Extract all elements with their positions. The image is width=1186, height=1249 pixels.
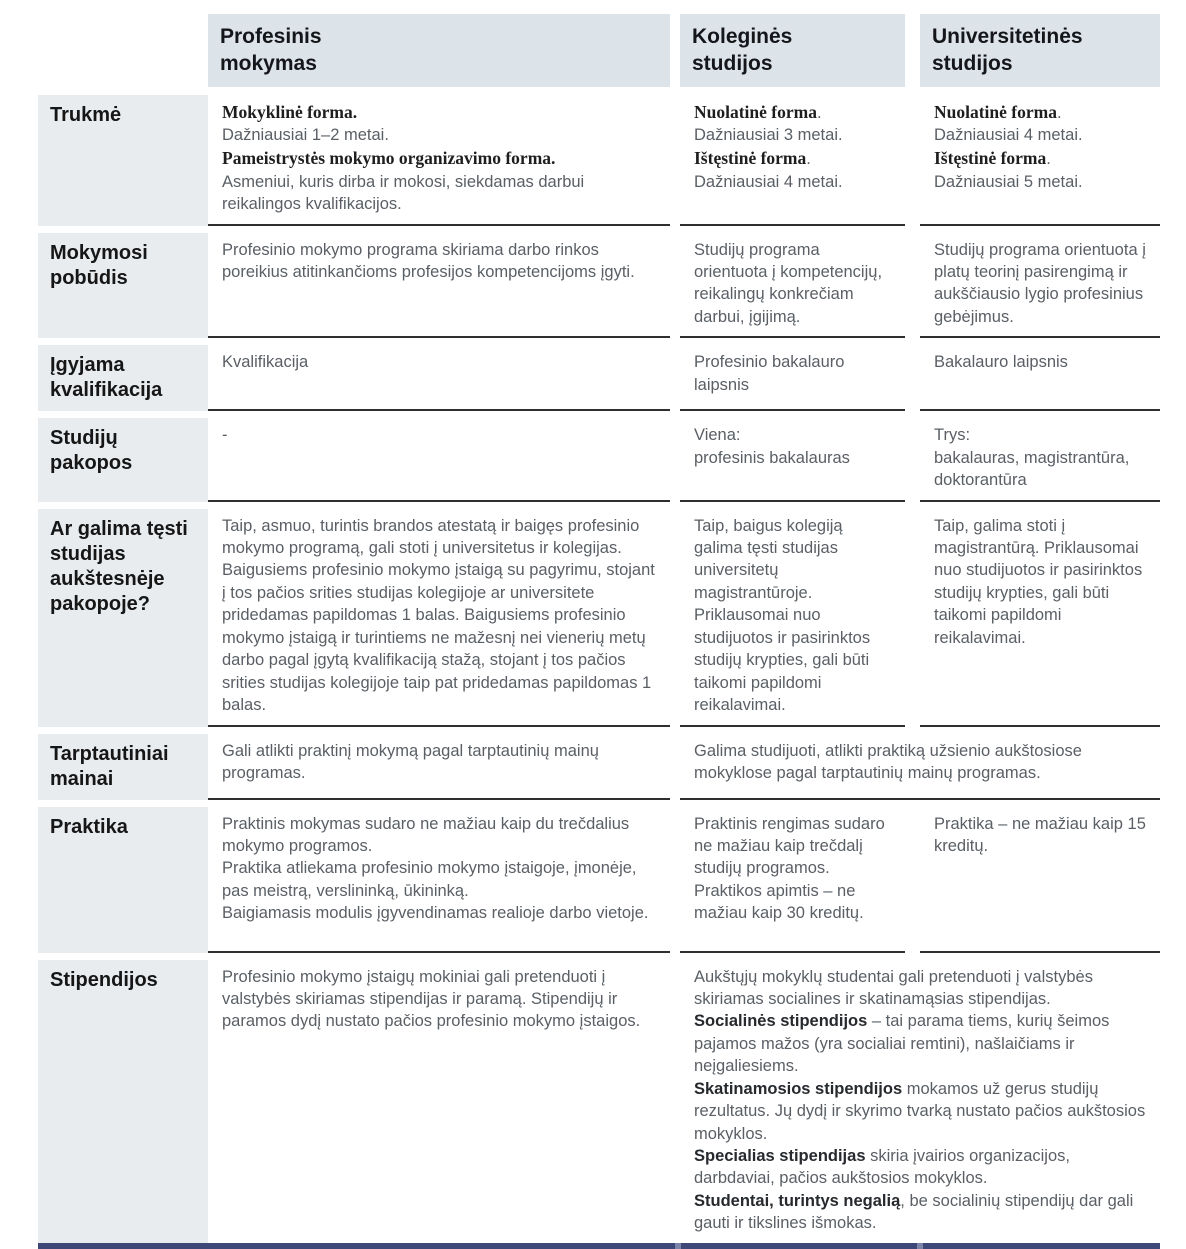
cell-text-bold: Nuolatinė forma — [694, 101, 817, 122]
cell-text-bold: Ištęstinė forma — [694, 147, 807, 168]
cell-text: Viena: — [694, 426, 741, 445]
column-header-universitetines-studijos — [920, 14, 1160, 87]
cell-text: . — [806, 149, 811, 168]
row-label-trukme: Trukmė — [38, 95, 208, 226]
cell-text-bold: Specialias stipendijas — [694, 1147, 866, 1165]
cell-text: Baigiamasis modulis įgyvendinamas realioje darbo vietoje. — [222, 904, 649, 923]
cell-text-bold: Socialinės stipendijos — [694, 1012, 868, 1031]
cell-text-mixed — [694, 1190, 1150, 1235]
cell-text-bold: Pameistrystės mokymo organizavimo forma. — [222, 147, 556, 168]
accent-bar-segment — [681, 1243, 917, 1249]
cell-text: , be socialinių stipendijų dar gali gauti ir tikslines išmokas. — [694, 1191, 1134, 1233]
cell-text: Dažniausiai 5 metai. — [934, 172, 1083, 191]
cell-text: Dažniausiai 3 metai. — [694, 126, 843, 145]
cell-praktika-universitetines: Praktika – ne mažiau kaip 15 kreditų. — [920, 807, 1160, 953]
accent-bar-segment — [923, 1243, 1160, 1249]
cell-text: Dažniausiai 4 metai. — [934, 126, 1083, 145]
row-label-mainai: Tarptautiniai mainai — [38, 734, 208, 800]
cell-testi-kolegines: Taip, baigus kolegiją galima tęsti studijas universitetų magistrantūroje. Priklausomai nuo studijuotos ir pasirinktos studijų krypties, gali būti taikomi papildomi reikalavimai. — [680, 509, 905, 727]
table-row-kvalifikacija — [38, 345, 1160, 411]
cell-testi-profesinis: Taip, asmuo, turintis brandos atestatą ir baigęs profesinio mokymo programą, gali stoti į universitetus ir kolegijas. Baigusiems profesinio mokymo įstaigą su pagyrimu, stojant į tos pačios srities studijas kolegijoje ar universitete pridedamas papildomas 1 balas. Baigusiems profesinio mokymo įstaigą ir turintiems ne mažesnį nei vienerių metų darbo pagal įgytą kvalifikaciją stažą, stojant į tos pačios srities studijas kolegijoje taip pat pridedamas papildomas 1 balas. — [208, 509, 670, 727]
header-spacer — [38, 14, 208, 87]
row-label-pakopos: Studijų pakopos — [38, 418, 208, 501]
cell-text: skiria įvairios organizacijos, darbdaviai, pačios aukštosios mokyklos. — [694, 1147, 1070, 1188]
cell-pakopos-profesinis: - — [208, 418, 670, 501]
row-label-mokymosi-pobudis: Mokymosi pobūdis — [38, 233, 208, 339]
cell-mainai-aukstosios-merged: Galima studijuoti, atlikti praktiką užsienio aukštosiose mokyklose pagal tarptautinių mainų programas. — [680, 734, 1160, 800]
cell-text: Asmeniui, kuris dirba ir mokosi, siekdamas darbui reikalingos kvalifikacijos. — [222, 172, 585, 214]
cell-text-mixed — [694, 101, 895, 125]
cell-trukme-universitetines — [920, 95, 1160, 226]
column-header-line: studijos — [692, 52, 773, 76]
table-row-testi-studijas — [38, 509, 1160, 727]
column-header-line: studijos — [932, 52, 1013, 76]
cell-text: bakalauras, magistrantūra, doktorantūra — [934, 448, 1130, 490]
cell-pakopos-universitetines — [920, 418, 1160, 501]
column-header-profesinis-mokymas — [208, 14, 670, 87]
cell-pobudis-kolegines: Studijų programa orientuota į kompetencijų, reikalingų konkrečiam darbui, įgijimą. — [680, 233, 905, 339]
column-header-line: mokymas — [220, 52, 317, 76]
row-label-kvalifikacija: Įgyjama kvalifikacija — [38, 345, 208, 411]
cell-text: Trys: — [934, 426, 971, 445]
cell-text-mixed — [694, 147, 895, 171]
cell-text-mixed — [934, 101, 1150, 125]
column-header-line: Koleginės — [692, 25, 793, 48]
cell-text-mixed — [694, 1145, 1150, 1190]
cell-text-mixed — [934, 147, 1150, 171]
cell-stipendijos-aukstosios-merged — [680, 960, 1160, 1243]
cell-text: Praktinis mokymas sudaro ne mažiau kaip du trečdalius mokymo programos. — [222, 814, 630, 855]
cell-trukme-profesinis — [208, 95, 670, 226]
table-row-trukme — [38, 95, 1160, 226]
cell-stipendijos-profesinis: Profesinio mokymo įstaigų mokiniai gali pretenduoti į valstybės skiriamas stipendijas ir paramą. Stipendijų ir paramos dydį nustato pačios profesinio mokymo įstaigos. — [222, 967, 641, 1031]
table-row-pakopos — [38, 418, 1160, 501]
table-header-row — [38, 14, 1160, 87]
cell-praktika-kolegines: Praktinis rengimas sudaro ne mažiau kaip trečdalį studijų programos. Praktikos apimtis – ne mažiau kaip 30 kreditų. — [680, 807, 905, 953]
table-row-stipendijos — [38, 960, 1160, 1243]
cell-text: – tai parama tiems, kurių šeimos pajamos mažos (yra socialiai remtini), našlaičiams ir neįgaliesiems. — [694, 1012, 1110, 1076]
cell-text-mixed — [694, 1010, 1150, 1077]
cell-text-bold: Skatinamosios stipendijos — [694, 1079, 903, 1098]
cell-kvalifikacija-kolegines: Profesinio bakalauro laipsnis — [680, 345, 905, 411]
cell-text: Dažniausiai 1–2 metai. — [222, 126, 389, 145]
cell-text: . — [816, 103, 822, 122]
row-label-testi-studijas: Ar galima tęsti studijas aukštesnėje pakopoje? — [38, 509, 208, 727]
cell-text: . — [1046, 149, 1051, 168]
column-header-line: Profesinis — [220, 25, 322, 48]
column-header-line: Universitetinės — [932, 25, 1083, 48]
cell-text-bold: Nuolatinė forma — [934, 101, 1057, 122]
cell-text-bold: Studentai, turintys negalią — [694, 1191, 901, 1210]
row-label-praktika: Praktika — [38, 807, 208, 953]
accent-bar-segment — [38, 1243, 675, 1249]
cell-text: Dažniausiai 4 metai. — [694, 172, 843, 191]
cell-text: profesinis bakalauras — [694, 448, 850, 467]
cell-text-bold: Ištęstinė forma — [934, 147, 1047, 168]
cell-text-bold: Mokyklinė forma. — [222, 101, 358, 122]
cell-pobudis-universitetines: Studijų programa orientuota į platų teorinį pasirengimą ir aukščiausio lygio profesinius gebėjimus. — [920, 233, 1160, 339]
comparison-table — [38, 14, 1160, 1249]
table-row-mainai — [38, 734, 1160, 800]
table-bottom-accent-bar — [38, 1243, 1160, 1249]
cell-text: Praktika atliekama profesinio mokymo įstaigoje, įmonėje, pas meistrą, verslininką, ūkininką. — [222, 859, 637, 900]
cell-pakopos-kolegines — [680, 418, 905, 501]
cell-kvalifikacija-profesinis: Kvalifikacija — [208, 345, 670, 411]
row-label-stipendijos: Stipendijos — [38, 960, 208, 1243]
cell-mainai-profesinis: Gali atlikti praktinį mokymą pagal tarptautinių mainų programas. — [208, 734, 670, 800]
cell-trukme-kolegines — [680, 95, 905, 226]
table-row-mokymosi-pobudis — [38, 233, 1160, 339]
cell-testi-universitetines: Taip, galima stoti į magistrantūrą. Priklausomai nuo studijuotos ir pasirinktos studijų krypties, gali būti taikomi papildomi reikalavimai. — [920, 509, 1160, 727]
cell-text: . — [1056, 103, 1062, 122]
cell-text-mixed — [694, 1078, 1150, 1145]
cell-text: mokamos už gerus studijų rezultatus. Jų dydį ir skyrimo tvarką nustato pačios aukštosios mokyklos. — [694, 1079, 1146, 1143]
table-row-praktika — [38, 807, 1160, 953]
cell-text: Aukštųjų mokyklų studentai gali pretenduoti į valstybės skiriamas socialines ir skatinamąsias stipendijas. — [694, 967, 1093, 1008]
cell-kvalifikacija-universitetines: Bakalauro laipsnis — [920, 345, 1160, 411]
cell-praktika-profesinis — [208, 807, 670, 953]
column-header-kolegines-studijos — [680, 14, 905, 87]
cell-pobudis-profesinis: Profesinio mokymo programa skiriama darbo rinkos poreikius atitinkančioms profesijos kompetencijoms įgyti. — [208, 233, 670, 339]
